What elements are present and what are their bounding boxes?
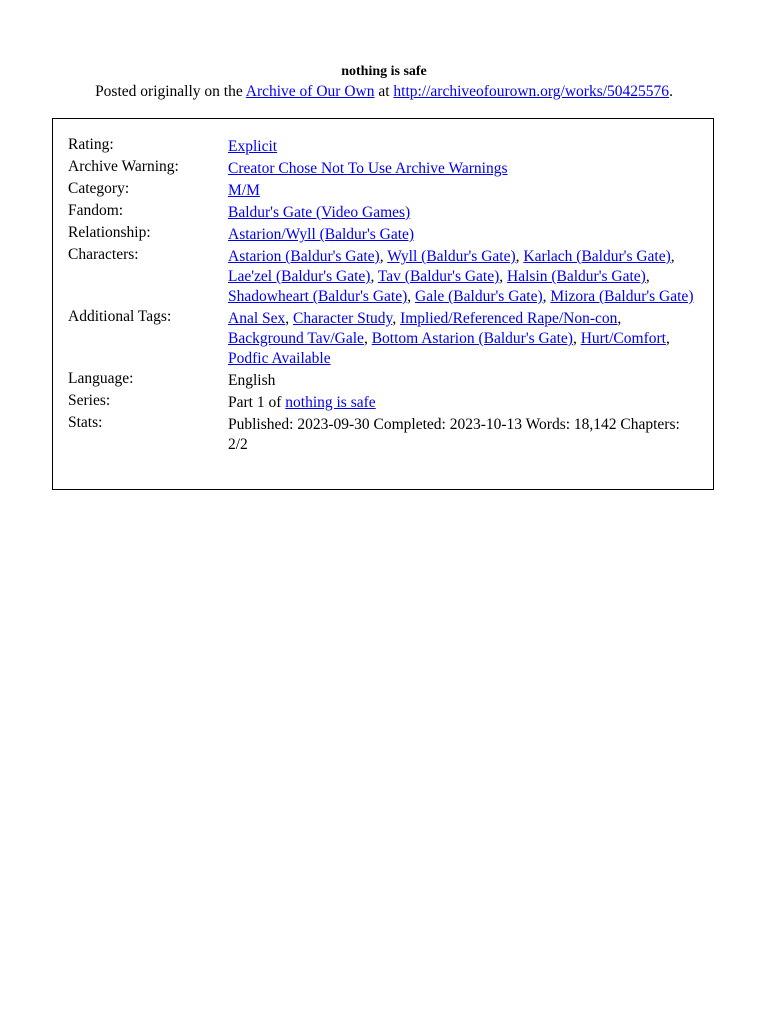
meta-row-rating bbox=[68, 137, 698, 157]
meta-row-fandom bbox=[68, 203, 698, 223]
meta-row-characters bbox=[68, 247, 698, 307]
meta-row-series bbox=[68, 393, 698, 413]
meta-row-category bbox=[68, 181, 698, 201]
tag-link[interactable]: Hurt/Comfort bbox=[580, 330, 666, 347]
stats-value: Published: 2023-09-30 Completed: 2023-10-13 Words: 18,142 Chapters: 2/2 bbox=[228, 416, 680, 453]
work-meta-table bbox=[68, 137, 698, 457]
language-value: English bbox=[228, 372, 276, 389]
fandom-link[interactable]: Baldur's Gate (Video Games) bbox=[228, 204, 411, 221]
warning-link[interactable]: Creator Chose Not To Use Archive Warnings bbox=[228, 160, 508, 177]
work-meta-box bbox=[52, 118, 714, 490]
posted-prefix: Posted originally on the bbox=[95, 83, 246, 100]
relationship-link[interactable]: Astarion/Wyll (Baldur's Gate) bbox=[228, 226, 415, 243]
character-link[interactable]: Lae'zel (Baldur's Gate) bbox=[228, 268, 371, 285]
character-link[interactable]: Wyll (Baldur's Gate) bbox=[387, 248, 516, 265]
additional-tags-label: Additional Tags: bbox=[68, 308, 172, 325]
series-value bbox=[228, 393, 698, 413]
character-link[interactable]: Karlach (Baldur's Gate) bbox=[523, 248, 671, 265]
category-label: Category: bbox=[68, 180, 130, 197]
rating-value bbox=[228, 137, 698, 157]
character-link[interactable]: Halsin (Baldur's Gate) bbox=[507, 268, 646, 285]
tag-link[interactable]: Character Study bbox=[293, 310, 393, 327]
rating-label: Rating: bbox=[68, 136, 114, 153]
category-value bbox=[228, 181, 698, 201]
character-link[interactable]: Astarion (Baldur's Gate) bbox=[228, 248, 380, 265]
character-link[interactable]: Gale (Baldur's Gate) bbox=[415, 288, 543, 305]
meta-row-stats bbox=[68, 415, 698, 455]
fandom-label: Fandom: bbox=[68, 202, 124, 219]
rating-link[interactable]: Explicit bbox=[228, 138, 278, 155]
characters-label: Characters: bbox=[68, 246, 139, 263]
character-link[interactable]: Shadowheart (Baldur's Gate) bbox=[228, 288, 408, 305]
posted-mid: at bbox=[374, 83, 394, 100]
posted-suffix: . bbox=[669, 83, 673, 100]
meta-row-language bbox=[68, 371, 698, 391]
character-link[interactable]: Tav (Baldur's Gate) bbox=[377, 268, 500, 285]
series-link[interactable]: nothing is safe bbox=[285, 394, 376, 411]
tag-link[interactable]: Background Tav/Gale bbox=[228, 330, 364, 347]
tag-link[interactable]: Bottom Astarion (Baldur's Gate) bbox=[371, 330, 573, 347]
series-prefix: Part 1 of bbox=[228, 394, 286, 411]
warning-value bbox=[228, 159, 698, 179]
category-link[interactable]: M/M bbox=[228, 182, 260, 199]
work-title: nothing is safe bbox=[341, 64, 427, 79]
warning-label: Archive Warning: bbox=[68, 158, 179, 175]
meta-row-relationship bbox=[68, 225, 698, 245]
tag-link[interactable]: Implied/Referenced Rape/Non-con bbox=[400, 310, 618, 327]
characters-value: Astarion (Baldur's Gate), Wyll (Baldur's Gate), Karlach (Baldur's Gate), Lae'zel (Baldur's Gate), Tav (Baldur's Gate), Halsin (Baldur's Gate), Shadowheart (Baldur's Gate), Gale (Baldur's Gate), Mizora (Baldur's Gate) bbox=[228, 248, 694, 305]
tag-link[interactable]: Anal Sex bbox=[228, 310, 286, 327]
additional-tags-value: Anal Sex, Character Study, Implied/Referenced Rape/Non-con, Background Tav/Gale, Bottom Astarion (Baldur's Gate), Hurt/Comfort, Podfic Available bbox=[228, 310, 670, 367]
series-label: Series: bbox=[68, 392, 111, 409]
tag-link[interactable]: Podfic Available bbox=[228, 350, 331, 367]
posted-line bbox=[0, 82, 768, 102]
character-link[interactable]: Mizora (Baldur's Gate) bbox=[550, 288, 694, 305]
work-url-link[interactable]: http://archiveofourown.org/works/50425576 bbox=[393, 83, 670, 100]
page-header bbox=[0, 62, 768, 102]
meta-row-additional-tags bbox=[68, 309, 698, 369]
stats-label: Stats: bbox=[68, 414, 103, 431]
meta-row-warning bbox=[68, 159, 698, 179]
relationship-value bbox=[228, 225, 698, 245]
relationship-label: Relationship: bbox=[68, 224, 151, 241]
fandom-value bbox=[228, 203, 698, 223]
language-label: Language: bbox=[68, 370, 134, 387]
archive-link[interactable]: Archive of Our Own bbox=[245, 83, 375, 100]
